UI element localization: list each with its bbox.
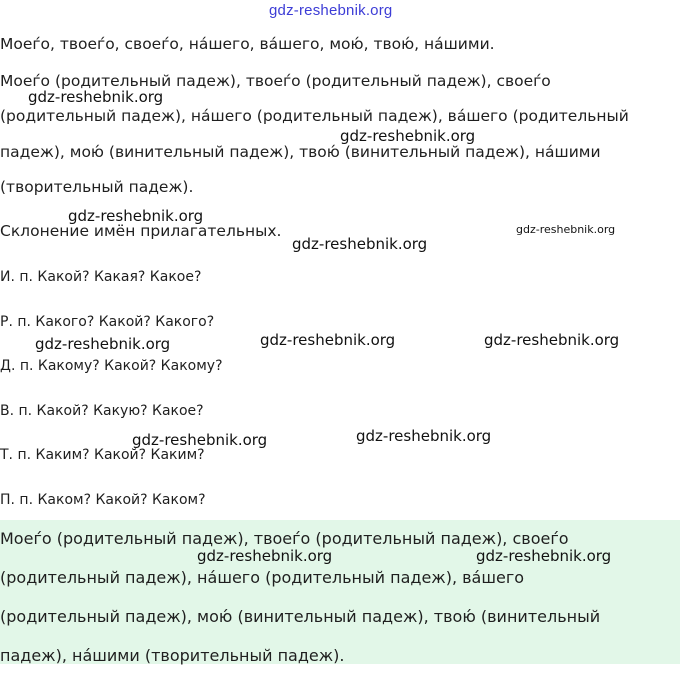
- explanation-line-3: падеж), мою́ (винительный падеж), твою́ (винительный падеж), на́шими: [0, 143, 601, 161]
- section-heading: Склонение имён прилагательных.: [0, 222, 282, 240]
- watermark: gdz-reshebnik.org: [516, 223, 616, 236]
- header-site-link[interactable]: gdz-reshebnik.org: [269, 2, 393, 19]
- explanation-line-1: Моеѓо (родительный падеж), твоеѓо (родительный падеж), своеѓо: [0, 72, 551, 90]
- answer-line-4: падеж), на́шими (творительный падеж).: [0, 646, 345, 665]
- watermark: gdz-reshebnik.org: [340, 127, 476, 145]
- answer-line-1: Моеѓо (родительный падеж), твоеѓо (родительный падеж), своеѓо: [0, 529, 569, 548]
- answer-line-3: (родительный падеж), мою́ (винительный падеж), твою́ (винительный: [0, 607, 601, 626]
- watermark: gdz-reshebnik.org: [484, 331, 620, 349]
- case-nominative: И. п. Какой? Какая? Какое?: [0, 269, 202, 285]
- watermark: gdz-reshebnik.org: [28, 88, 164, 106]
- answer-box: [0, 520, 680, 664]
- pronouns-line: Моеѓо, твоеѓо, своеѓо, на́шего, ва́шего, мою́, твою́, на́шими.: [0, 35, 495, 53]
- case-dative: Д. п. Какому? Какой? Какому?: [0, 358, 223, 374]
- watermark: gdz-reshebnik.org: [35, 335, 171, 353]
- case-prepositional: П. п. Каком? Какой? Каком?: [0, 492, 206, 508]
- answer-line-2: (родительный падеж), на́шего (родительный падеж), ва́шего: [0, 568, 525, 587]
- watermark: gdz-reshebnik.org: [68, 207, 204, 225]
- watermark: gdz-reshebnik.org: [476, 547, 612, 565]
- explanation-line-4: (творительный падеж).: [0, 178, 194, 196]
- case-genitive: Р. п. Какого? Какой? Какого?: [0, 314, 215, 330]
- watermark: gdz-reshebnik.org: [132, 431, 268, 449]
- watermark: gdz-reshebnik.org: [356, 427, 492, 445]
- explanation-line-2: (родительный падеж), на́шего (родительный падеж), ва́шего (родительный: [0, 107, 629, 125]
- case-instrumental: Т. п. Каким? Какой? Каким?: [0, 447, 205, 463]
- case-accusative: В. п. Какой? Какую? Какое?: [0, 403, 204, 419]
- watermark: gdz-reshebnik.org: [197, 547, 333, 565]
- watermark: gdz-reshebnik.org: [292, 235, 428, 253]
- watermark: gdz-reshebnik.org: [260, 331, 396, 349]
